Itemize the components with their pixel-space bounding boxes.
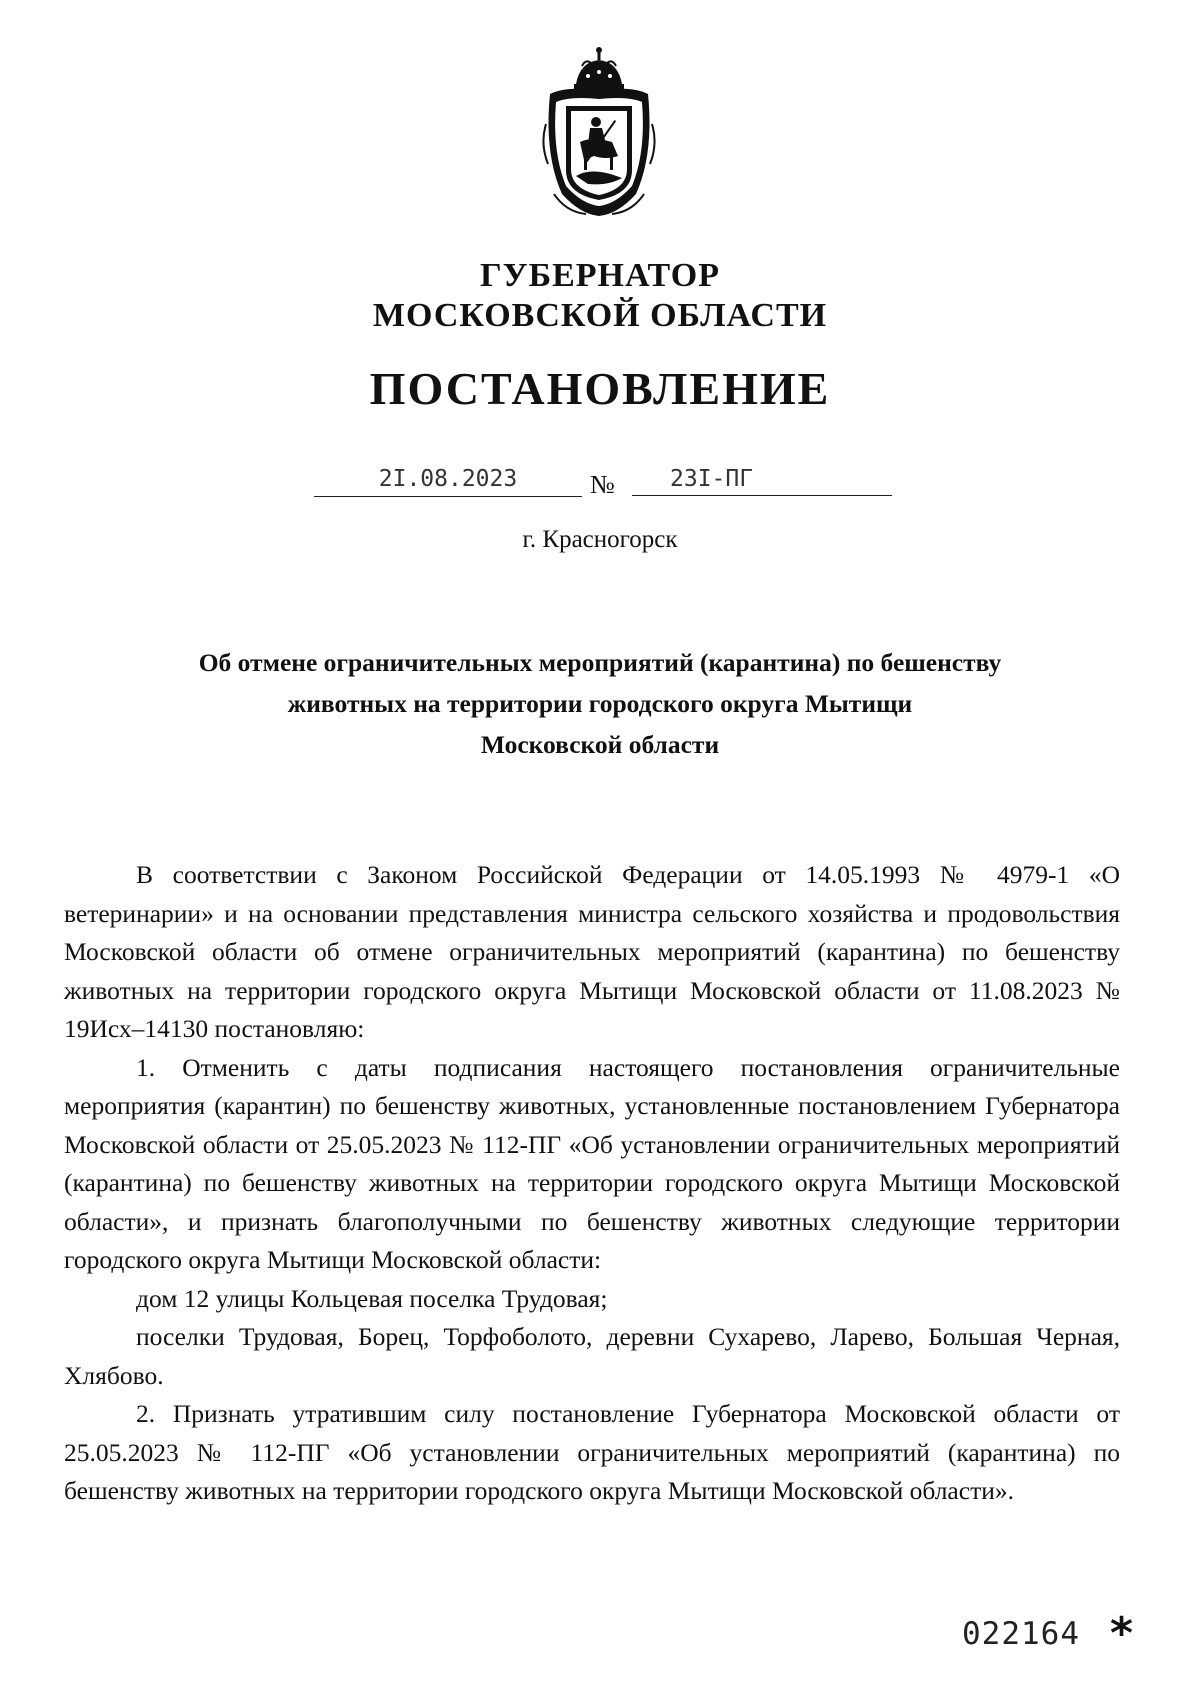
document-title — [100, 642, 1100, 765]
document-meta-row — [314, 462, 892, 502]
document-number: 23I-ПГ — [632, 462, 892, 496]
title-line: Московской области — [480, 730, 720, 759]
title-line: Об отмене ограничительных мероприятий (карантина) по бешенству — [198, 648, 1002, 677]
number-sign: № — [590, 470, 615, 499]
asterisk-mark: * — [1110, 1608, 1134, 1659]
authority-line-2: МОСКОВСКОЙ ОБЛАСТИ — [372, 297, 828, 334]
coat-of-arms-icon — [536, 44, 662, 220]
item-2-paragraph: 2. Признать утратившим силу постановление Губернатора Московской области от 25.05.2023 № 112-ПГ «Об установлении ограничительных мероприятий (карантина) по бешенству животных на территории городского округа Мытищи Московской области». — [64, 1399, 1120, 1505]
document-body — [64, 856, 1120, 1511]
item-1-subitem-1: дом 12 улицы Кольцевая поселка Трудовая; — [136, 1283, 608, 1313]
serial-number: 022164 — [962, 1616, 1080, 1652]
city-name: г. Красногорск — [522, 526, 678, 553]
title-line: животных на территории городского округа Мытищи — [287, 689, 913, 718]
document-type-heading: ПОСТАНОВЛЕНИЕ — [369, 363, 831, 414]
item-1-paragraph: 1. Отменить с даты подписания настоящего постановления ограничительные мероприятия (карантин) по бешенству животных, установленные постановлением Губернатора Московской области от 25.05.2023 № 112-ПГ «Об установлении ограничительных мероприятий (карантина) по бешенству животных на территории городского округа Мытищи Московской области», и признать благополучными по бешенству животных следующие территории городского округа Мытищи Московской области: — [64, 1052, 1120, 1274]
authority-line-1: ГУБЕРНАТОР — [480, 257, 720, 294]
preamble-paragraph: В соответствии с Законом Российской Федерации от 14.05.1993 № 4979-1 «О ветеринарии» и на основании представления министра сельского хозяйства и продовольствия Московской области об отмене ограничительных мероприятий (карантина) по бешенству животных на территории городского округа Мытищи Московской области от 11.08.2023 № 19Исх–14130 постановляю: — [64, 860, 1120, 1043]
document-date: 2I.08.2023 — [314, 462, 582, 497]
item-1-subitem-2: поселки Трудовая, Борец, Торфоболото, деревни Сухарево, Ларево, Большая Черная, Хлябово. — [64, 1322, 1120, 1390]
